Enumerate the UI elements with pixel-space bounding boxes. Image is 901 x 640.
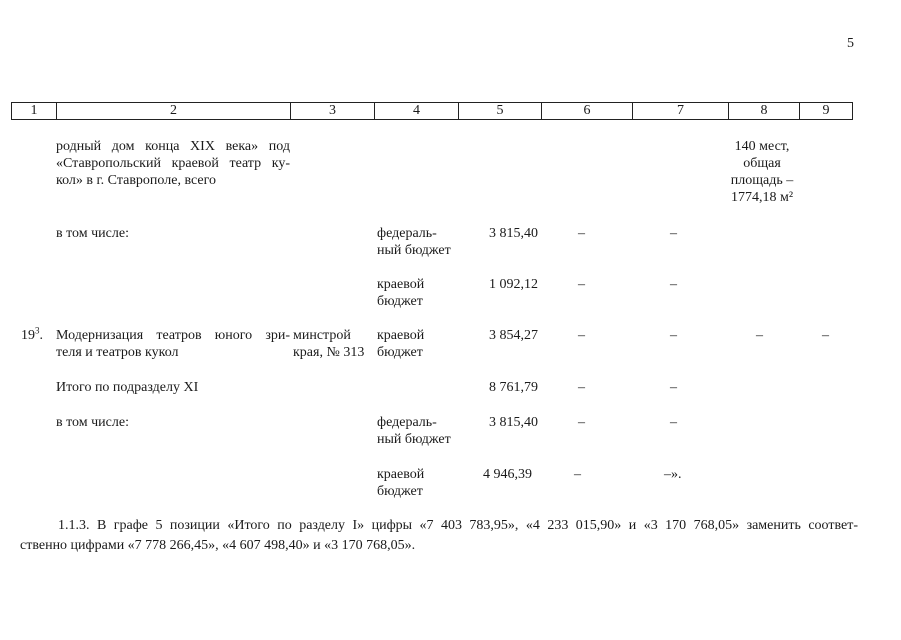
row-19-col8: – xyxy=(756,328,763,343)
row-19-org-line-1: минстрой xyxy=(293,328,351,343)
column-header-5: 5 xyxy=(459,103,542,120)
incl2-kr-source-line-2: бюджет xyxy=(377,484,423,499)
incl2-fed-col6: – xyxy=(578,415,585,430)
theatre-name-line-2: «Ставропольский краевой театр ку- xyxy=(56,156,290,171)
row-19-number-dot: . xyxy=(39,328,43,343)
row-19-number-sup: 3 xyxy=(35,325,40,336)
incl1-fed-value: 3 815,40 xyxy=(489,226,538,241)
incl1-fed-source-line-1: федераль- xyxy=(377,226,437,241)
incl2-kr-col7: –». xyxy=(664,467,682,482)
incl-label-2: в том числе: xyxy=(56,415,129,430)
row-19-source-line-1: краевой xyxy=(377,328,425,343)
capacity-line-3: площадь – xyxy=(730,173,794,188)
column-header-7: 7 xyxy=(633,103,729,120)
row-19-col7: – xyxy=(670,328,677,343)
column-header-6: 6 xyxy=(542,103,633,120)
incl-label-1: в том числе: xyxy=(56,226,129,241)
incl2-kr-value: 4 946,39 xyxy=(483,467,532,482)
amendment-paragraph xyxy=(20,516,858,556)
column-header-1: 1 xyxy=(12,103,57,120)
row-19-name-line-2: теля и театров кукол xyxy=(56,345,179,360)
column-header-8: 8 xyxy=(729,103,800,120)
column-header-4: 4 xyxy=(375,103,459,120)
incl2-kr-source-line-1: краевой xyxy=(377,467,425,482)
incl2-fed-value: 3 815,40 xyxy=(489,415,538,430)
incl1-fed-source-line-2: ный бюджет xyxy=(377,243,451,258)
incl2-kr-col6: – xyxy=(574,467,581,482)
row-19-value: 3 854,27 xyxy=(489,328,538,343)
column-header-3: 3 xyxy=(291,103,375,120)
column-number-header xyxy=(11,102,853,120)
total-col7: – xyxy=(670,380,677,395)
row-19-name-line-1: Модернизация театров юного зри- xyxy=(56,328,290,343)
incl2-fed-source-line-2: ный бюджет xyxy=(377,432,451,447)
row-19-col9: – xyxy=(822,328,829,343)
row-19-col6: – xyxy=(578,328,585,343)
incl2-fed-col7: – xyxy=(670,415,677,430)
incl1-kr-col7: – xyxy=(670,277,677,292)
page-number: 5 xyxy=(847,36,854,51)
row-19-source-line-2: бюджет xyxy=(377,345,423,360)
total-label: Итого по подразделу XI xyxy=(56,380,199,395)
row-19-number xyxy=(21,327,43,344)
capacity-line-2: общая xyxy=(743,156,781,171)
theatre-name-line-3: кол» в г. Ставрополе, всего xyxy=(56,173,216,188)
total-col6: – xyxy=(578,380,585,395)
capacity-line-1: 140 мест, xyxy=(734,139,790,154)
row-19-org-line-2: края, № 313 xyxy=(293,345,365,360)
capacity-line-4: 1774,18 м² xyxy=(730,190,794,205)
incl2-fed-source-line-1: федераль- xyxy=(377,415,437,430)
incl1-kr-value: 1 092,12 xyxy=(489,277,538,292)
theatre-name-line-1: родный дом конца XIX века» под xyxy=(56,139,290,154)
column-header-2: 2 xyxy=(57,103,291,120)
incl1-fed-col7: – xyxy=(670,226,677,241)
amendment-paragraph-line-1: 1.1.3. В графе 5 позиции «Итого по разделу I» цифры «7 403 783,95», «4 233 015,90» и «3 170 768,05» заменить соответ- xyxy=(58,518,858,533)
row-19-number-base: 19 xyxy=(21,328,35,343)
incl1-kr-col6: – xyxy=(578,277,585,292)
amendment-paragraph-line-2: ственно цифрами «7 778 266,45», «4 607 498,40» и «3 170 768,05». xyxy=(20,538,416,553)
incl1-kr-source-line-2: бюджет xyxy=(377,294,423,309)
column-header-9: 9 xyxy=(800,103,853,120)
incl1-kr-source-line-1: краевой xyxy=(377,277,425,292)
incl1-fed-col6: – xyxy=(578,226,585,241)
total-value: 8 761,79 xyxy=(489,380,538,395)
